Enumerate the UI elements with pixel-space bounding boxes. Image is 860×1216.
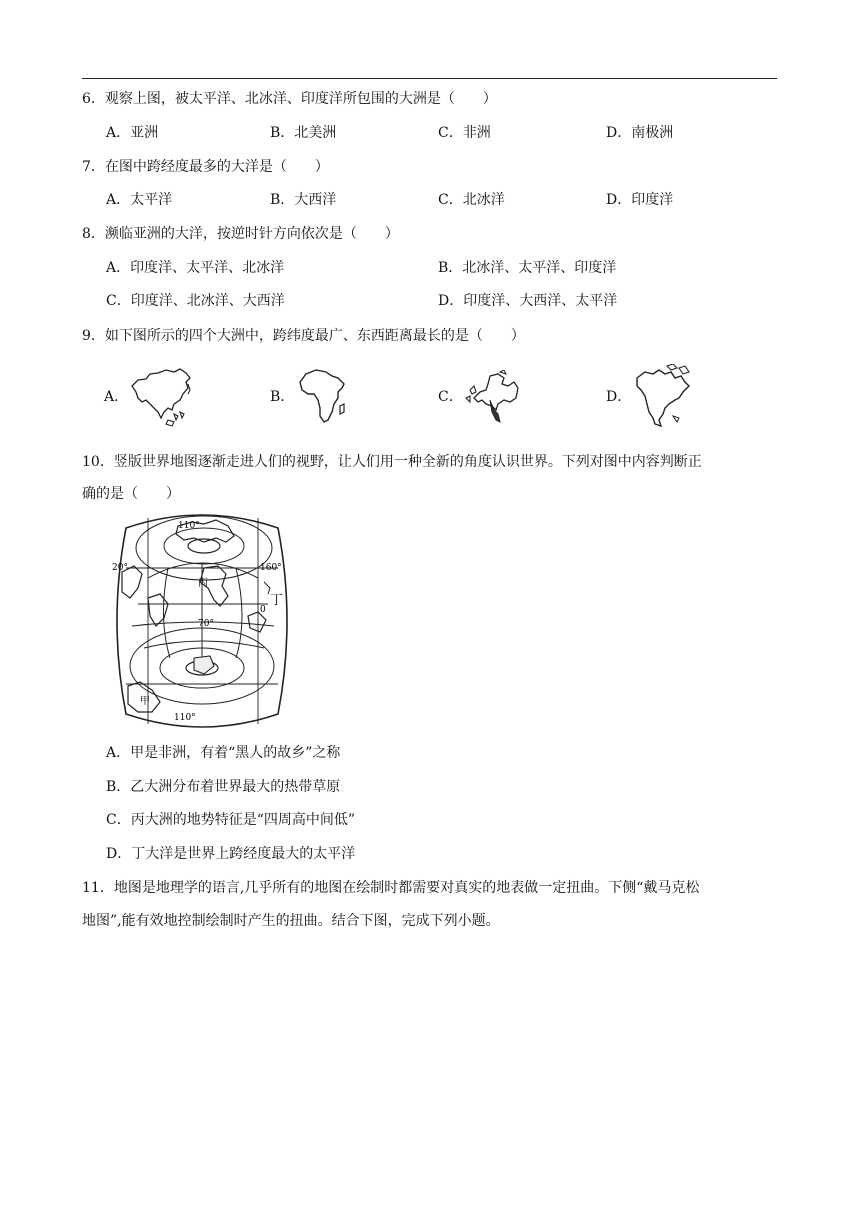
europe-outline-icon — [464, 370, 520, 426]
q7-option-b: B．大西洋 — [270, 192, 337, 208]
q11-stem-line-2: 地图”,能有效地控制绘制时产生的扭曲。结合下图，完成下列小题。 — [82, 913, 500, 929]
map-label-ding: 丁 — [270, 593, 284, 608]
q8-stem: 8．濒临亚洲的大洋，按逆时针方向依次是（ ） — [82, 226, 399, 242]
q6-stem: 6．观察上图，被太平洋、北冰洋、印度洋所包围的大洲是（ ） — [82, 91, 497, 107]
q9-option-c: C． — [438, 389, 463, 405]
q8-option-a: A．印度洋、太平洋、北冰洋 — [106, 260, 285, 276]
q10-option-a: A．甲是非洲，有着“黑人的故乡”之称 — [106, 745, 341, 761]
q10-option-c: C．丙大洲的地势特征是“四周高中间低” — [106, 812, 356, 828]
q10-stem-line-1: 10．竖版世界地图逐渐走进人们的视野，让人们用一种全新的角度认识世界。下列对图中内容判断正 — [82, 454, 702, 470]
africa-outline-icon — [298, 366, 350, 426]
q9-option-b: B． — [270, 389, 295, 405]
q10-stem-line-2: 确的是（ ） — [82, 486, 180, 502]
q6-option-b: B．北美洲 — [270, 125, 337, 141]
q8-option-b: B．北冰洋、太平洋、印度洋 — [438, 260, 617, 276]
map-label-zero: 0 — [260, 605, 266, 615]
q9-option-a: A． — [104, 389, 129, 405]
map-label-jia: 甲 — [140, 696, 150, 707]
map-label-right: 160° — [260, 563, 282, 573]
north-america-outline-icon — [633, 364, 693, 430]
q9-option-d: D． — [606, 389, 632, 405]
q7-option-a: A．太平洋 — [106, 192, 173, 208]
q6-option-c: C．非洲 — [438, 125, 491, 141]
map-label-bing: 丙 — [198, 578, 208, 589]
q6-option-d: D．南极洲 — [606, 125, 674, 141]
asia-outline-icon — [128, 364, 194, 430]
q10-option-d: D．丁大洋是世界上跨经度最大的太平洋 — [106, 846, 356, 862]
q10-option-b: B．乙大洲分布着世界最大的热带草原 — [106, 779, 341, 795]
map-label-mid: 70° — [198, 619, 214, 629]
q9-stem: 9．如下图所示的四个大洲中，跨纬度最广、东西距离最长的是（ ） — [82, 328, 525, 344]
q8-option-d: D．印度洋、大西洋、太平洋 — [438, 293, 618, 309]
map-label-bottom: 110° — [174, 713, 196, 723]
q7-stem: 7．在图中跨经度最多的大洋是（ ） — [82, 159, 329, 175]
q11-stem-line-1: 11．地图是地理学的语言,几乎所有的地图在绘制时都需要对真实的地表做一定扭曲。下侧“戴马克松 — [82, 880, 700, 896]
vertical-world-map — [108, 508, 296, 734]
q6-option-a: A．亚洲 — [106, 125, 159, 141]
q7-option-d: D．印度洋 — [606, 192, 674, 208]
map-label-top: 110° — [178, 521, 200, 531]
q7-option-c: C．北冰洋 — [438, 192, 505, 208]
header-rule — [82, 78, 777, 79]
q8-option-c: C．印度洋、北冰洋、大西洋 — [106, 293, 285, 309]
map-label-left: 20° — [112, 563, 128, 573]
